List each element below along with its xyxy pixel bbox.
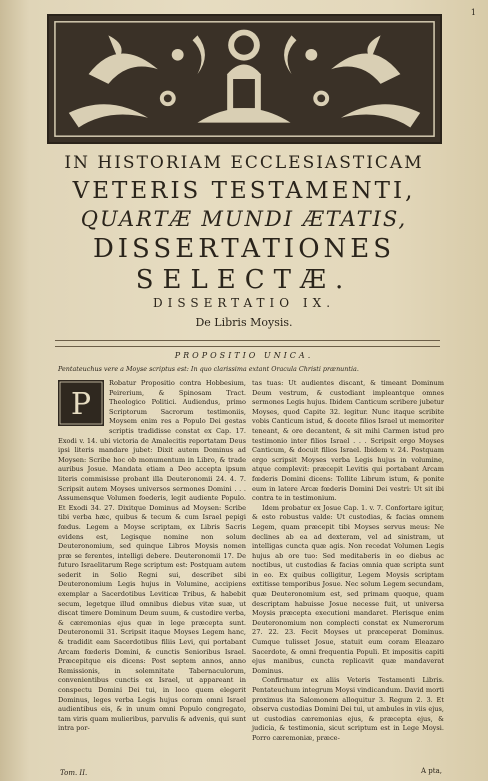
propositio-heading: PROPOSITIO UNICA. (174, 351, 314, 360)
heading-line-1: IN HISTORIAM ECCLESIASTICAM (64, 153, 424, 173)
right-paragraph-2: Idem probatur ex Josue Cap. 1. v. 7. Confortare igitur, & esto robustus valde: Ut custodias, & facias omnem Legem, quam præcepit tibi Moyses servus meus: Ne declines ab ea ad dexteram, vel ad sinistram, ut intelligas cuncta quæ agis. Non recedat Volumen Legis hujus ab ore tuo: Sed meditaberis in eo diebus ac noctibus, ut custodias & facias omnia quæ scripta sunt in eo. Ex quibus colligitur, Legem Moysis scriptam extitisse temporibus Josue. Nec solum Legem secundam, quæ Deuteronomium est, sed primam quoque, quam descriptam habuisse Josue necesse fuit, ut universa Moysis præcepta executioni mandaret. Plerisque enim Deuteronomium non complecti constat ex Numerorum 27. 22. 23. Fecit Moyses ut præceperat Dominus. Cumque tulisset Josue, statuit eum coram Eleazaro Sacerdote, & omni frequentia Populi. Et impositis capiti ejus manibus, cuncta replicavit quæ mandaverat Dominus. (252, 503, 444, 675)
dropcap-letter: P (70, 387, 92, 422)
page-number: 1 (470, 8, 476, 17)
right-paragraph-1: tas tuas: Ut audientes discant, & timeant Dominum Deum vestrum, & custodiant impleantque omnes sermones Legis hujus. Ibidem Canticum scribere jubetur Moyses, quod Capite 32. legitur. Nunc itaque scribite vobis Canticum istud, & docete filios Israel ut memoriter teneant, & ore decantent, & sit mihi Carmen istud pro testimonio inter filios Israel . . . Scripsit ergo Moyses Canticum, & docuit filios Israel. Ibidem v. 24. Postquam ergo scripsit Moyses verba Legis hujus in volumine, atque complevit: præcepit Levitis qui portabant Arcam fœderis Domini dicens: Tollite Librum istum, & ponite eum in latere Arcæ fœderis Domini Dei vestri: Ut sit ibi contra te in testimonium. (252, 379, 444, 503)
dissertatio-number: DISSERTATIO IX. (152, 296, 336, 310)
heading-line-4: DISSERTATIONES (92, 234, 396, 264)
dropcap-ornament-icon (58, 380, 104, 426)
dissertatio-subtitle: De Libris Moysis. (195, 316, 293, 329)
ornamental-headpiece (47, 14, 442, 144)
ornament-icon (49, 16, 440, 142)
heading-line-3: QUARTÆ MUNDI ÆTATIS, (80, 207, 408, 231)
heading-line-2: VETERIS TESTAMENTI, (72, 178, 416, 204)
right-paragraph-3: Confirmatur ex aliis Veteris Testamenti Libris. Pentateuchum integrum Moysi vindicandum. David morti proximus ita Salomonem alloquitur 3. Regum 2. 3. Et observa custodias Domini Dei tui, ut ambules in viis ejus, ut custodias cæremonias ejus, & præcepta ejus, & judicia, & testimonia, sicut scriptum est in Lege Moysi. Porro cæremoniæ, præce- (252, 676, 444, 742)
divider-rule (55, 346, 440, 347)
right-text-column (252, 379, 444, 744)
left-paragraph: Robatur Propositio contra Hobbesium, Peirerium, & Spinosam Tract. Theologico Politici. Audiendus, primo Scriptorum Sacrorum testimoniis, Moysem enim res a Populo Dei gestas scriptis tradidisse constat ex Cap. 17. Exodi v. 14. ubi victoria de Amalecitis reportatam Deus ipsi literis mandare jubet: Dixit autem Dominus ad Moysen: Scribe hoc ob monumentum in Libro, & trade auribus Josue. Mandata etiam a Deo accepta ipsum literis commisisse probant illa Deuteronomii 24. 4. 7. Scripsit autem Moyses universos sermones Domini . . . Assumensque Volumen foederis, legit audiente Populo. Et Exodi 34. 27. Dixitque Dominus ad Moysen: Scribe tibi verba hæc, quibus & tecum & cum Israel pepigi fœdus. Legem a Moyse scriptam, ex Libris Sacris evidens est, Legisque nomine non solum Deuteronomium, sed quinque Libros Moysis nomen præ se ferentes, intelligi debere. Deuteronomii 17. De futuro Israelitarum Rege scriptum est: Postquam autem sederit in Solio Regni sui, describet sibi Deuteronomium Legis hujus in Volumine, accipiens exemplar a Sacerdotibus Leviticæ Tribus, & habebit secum, legetque illud omnibus diebus vitæ suæ, ut discat timere Dominum Deum suum, & custodire verba, & cæremonias ejus quæ in lege præcepta sunt. Deuteronomii 31. Scripsit itaque Moyses Legem hanc, & tradidit eam Sacerdotibus filiis Levi, qui portabant Arcam fœderis Domini, & cunctis Senioribus Israel. Præcepitque eis dicens: Post septem annos, anno Remissionis, in solemnitate Tabernaculorum, convenientibus cunctis ex Israel, ut appareant in conspectu Domini Dei tui, in loco quem elegerit Dominus, leges verba Legis hujus coram omni Israel audientibus eis, & in unum omni Populo congregato, tam viris quam mulieribus, parvulis & advenis, qui sunt intra por- (58, 379, 246, 733)
propositio-statement: Pentateuchus vere a Moyse scriptus est: In quo clarissima extant Oracula Christi prænuntia. (58, 365, 359, 373)
heading-line-5: SELECTÆ. (135, 265, 353, 295)
divider-rule (55, 340, 440, 341)
volume-signature: Tom. II. (60, 769, 88, 777)
left-text-column (58, 379, 246, 734)
catchword: A pta, (421, 767, 442, 775)
dropcap-initial (58, 380, 104, 426)
